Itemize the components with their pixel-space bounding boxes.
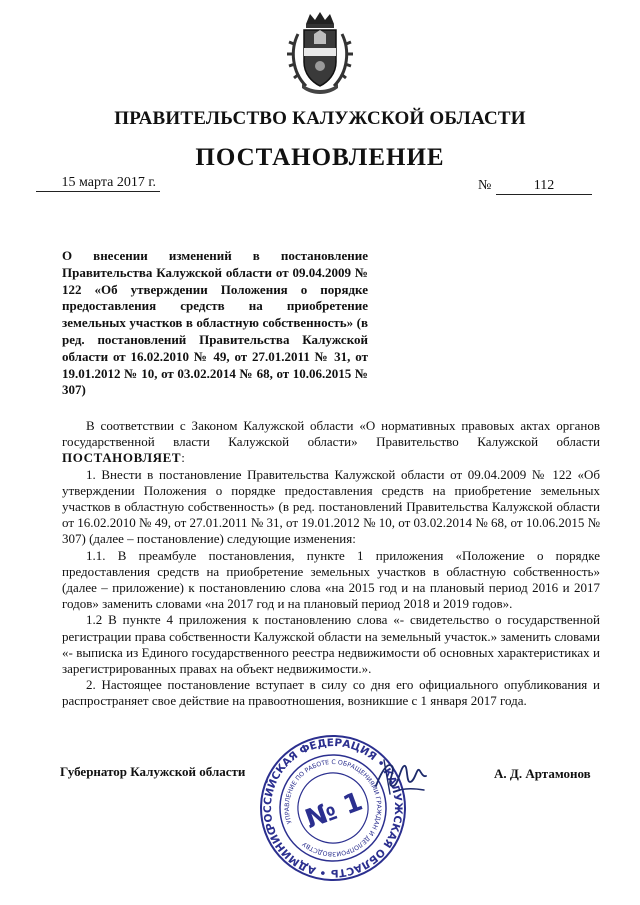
- decree-colon: :: [181, 450, 185, 466]
- paragraph-1: 1. Внести в постановление Правительства Калужской области от 09.04.2009 № 122 «Об утверждении Положения о порядке предоставления средств на приобретение земельных участков в областную собственность» (в ред. постановлений Правительства Калужской области от 16.02.2010 № 49, от 27.01.2011 № 31, от 19.01.2012 № 10, от 03.02.2014 № 68, от 10.06.2015 № 307) (далее – постановление) следующие изменения:: [62, 466, 600, 547]
- decree-word: ПОСТАНОВЛЯЕТ: [62, 450, 182, 466]
- document-subject: О внесении изменений в постановление Правительства Калужской области от 09.04.2009 № 122 «Об утверждении Положения о порядке предоставления средств на приобретение земельных участков в областную собственность» (в ред. постановлений Правительства Калужской области от 16.02.2010 № 49, от 27.01.2011 № 31, от 19.01.2012 № 10, от 03.02.2014 № 68, от 10.06.2015 № 307): [62, 248, 368, 398]
- governor-label: Губернатор Калужской области: [60, 764, 246, 779]
- coat-of-arms-icon: [284, 10, 356, 94]
- intro-text: В соответствии с Законом Калужской области «О нормативных правовых актах органов государственной власти Калужской области» Правительство Калужской области: [62, 418, 600, 450]
- governor-name: А. Д. Артамонов: [494, 766, 591, 781]
- paragraph-1-2: 1.2 В пункте 4 приложения к постановлению слова «- свидетельство о государственной регистрации права собственности Калужской области на земельный участок.» заменить словами «- выписка из Единого государственного реестра недвижимости об основных характеристиках и зарегистрированных правах на объект недвижимости.».: [62, 612, 600, 677]
- number-sign: №: [478, 178, 492, 193]
- number-value: 112: [496, 178, 592, 195]
- document-body: [62, 418, 600, 710]
- government-title: ПРАВИТЕЛЬСТВО КАЛУЖСКОЙ ОБЛАСТИ: [114, 108, 526, 129]
- document-number: [478, 178, 592, 195]
- seal-outer-text: РОССИЙСКАЯ ФЕДЕРАЦИЯ • КАЛУЖСКАЯ ОБЛАСТЬ • АДМИНИСТРАЦИЯ: [261, 736, 405, 880]
- document-date: 15 марта 2017 г.: [36, 175, 160, 192]
- seal-inner-text: УПРАВЛЕНИЕ ПО РАБОТЕ С ОБРАЩЕНИЯМИ ГРАЖДАН И ДЕЛОПРОИЗВОДСТВУ: [283, 758, 383, 858]
- paragraph-2: 2. Настоящее постановление вступает в силу со дня его официального опубликования и распространяет свое действие на правоотношения, возникшие с 1 января 2017 года.: [62, 677, 600, 709]
- paragraph-1-1: 1.1. В преамбуле постановления, пункте 1 приложения «Положение о порядке предоставления средств на приобретение земельных участков в областную собственность» (далее – приложение) к постановлению слова «на 2015 год и на плановый период 2016 и 2017 годов» заменить словами «на 2017 год и на плановый период 2018 и 2019 годов».: [62, 547, 600, 612]
- document-type-title: ПОСТАНОВЛЕНИЕ: [195, 144, 445, 171]
- seal-center-text: № 1: [301, 786, 367, 835]
- handwritten-signature-icon: [372, 752, 432, 798]
- intro-paragraph: [62, 418, 600, 467]
